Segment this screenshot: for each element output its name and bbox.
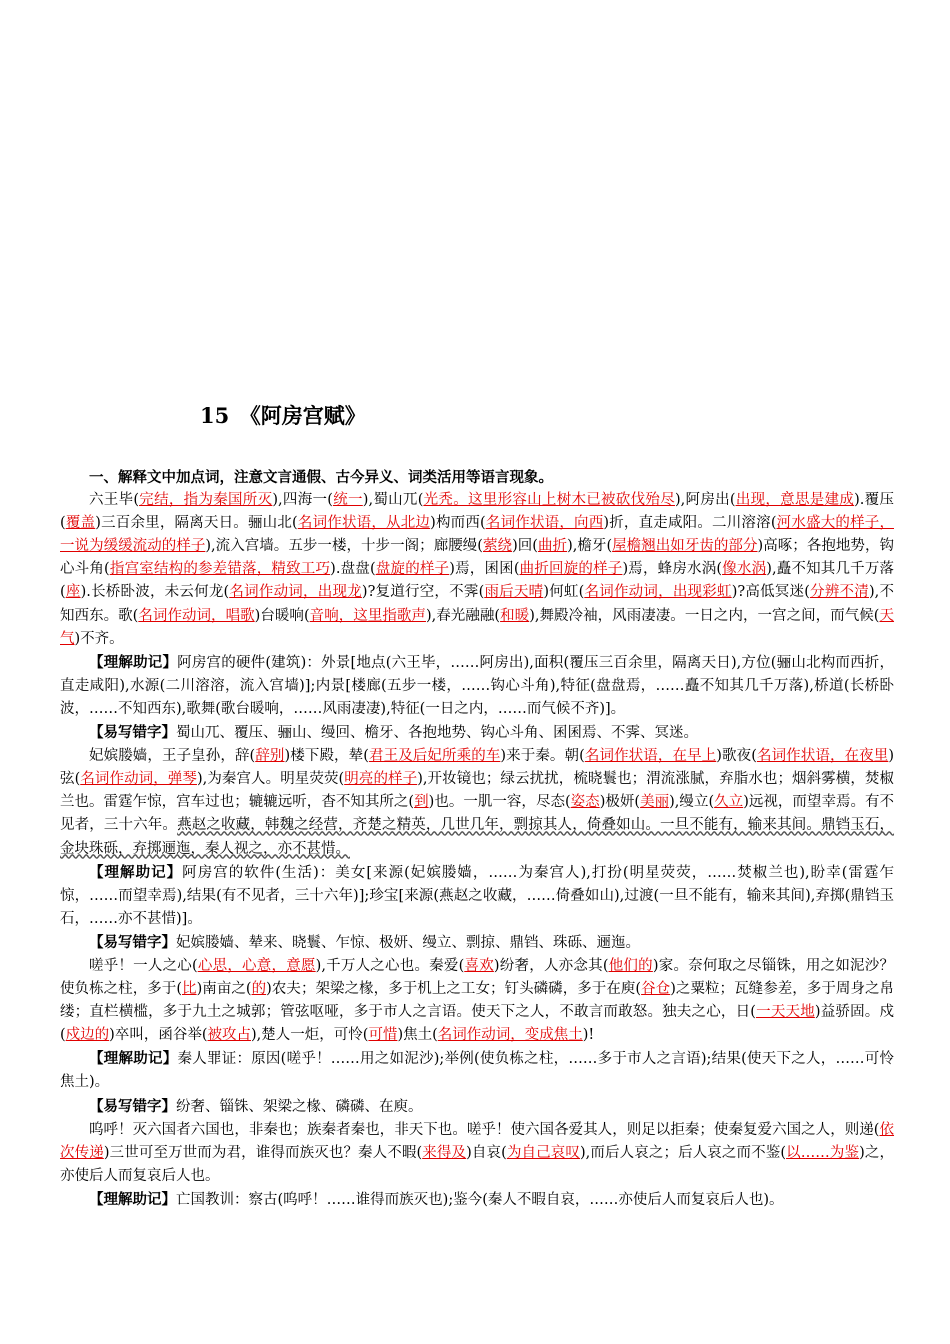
body-text: )不齐。 (74, 630, 124, 647)
annotation-text: 名词作状语，在夜里 (756, 748, 889, 765)
paragraph (60, 931, 894, 955)
body-text: ),矗不知其几千万落( (60, 561, 895, 601)
annotation-text: 被攻占 (207, 1027, 251, 1044)
body-text: )?高低冥迷( (731, 584, 810, 601)
annotation-text: 他们的 (608, 957, 653, 974)
annotation-text: 喜欢 (464, 957, 494, 974)
annotation-text: 谷仓 (641, 981, 671, 998)
annotation-text: 辞别 (255, 748, 285, 765)
annotation-text: 名词作动词，唱歌 (138, 607, 255, 624)
body-text: ),不知西东。歌( (60, 584, 894, 624)
body-text: 秦人罪证：原因(嗟乎！……用之如泥沙);举例(使负栋之柱，……多于市人之言语);结果(使天下之人，……可怜焦土)。 (60, 1051, 894, 1091)
body-text: )南亩之( (196, 981, 252, 998)
annotation-text: 为自己哀叹 (506, 1144, 581, 1161)
body-text: 纷奢、锱铢、架梁之椽、磷磷、在庾。 (176, 1098, 423, 1115)
paragraph (60, 745, 894, 860)
body-text: )焉，囷囷( (449, 561, 520, 578)
body-text: )三世可至万世而为君，谁得而族灭也？秦人不暇( (103, 1144, 423, 1161)
annotation-text: 戍边的 (65, 1027, 110, 1044)
annotation-text: 盘旋的样子 (375, 561, 450, 578)
body-text: ),四海一( (272, 492, 333, 509)
paragraph (60, 1095, 894, 1119)
body-text: 嗟乎！一人之心( (89, 957, 198, 974)
body-text: ),流入宫墙。五步一楼，十步一阁；廊腰缦( (205, 538, 483, 555)
section-label: 【易写错字】 (89, 724, 176, 742)
body-text: ),缦立( (669, 794, 715, 811)
highlighted-text: 燕赵之收藏，韩魏之经营，齐楚之精英，几世几年，剽掠其人，倚叠如山。一旦不能有，输来其间。鼎铛玉石，金块珠砾，弃掷逦迤，秦人视之，亦不甚惜。 (60, 817, 895, 857)
body-text: ).覆压( (60, 492, 894, 532)
body-text: ),舞殿冷袖，风雨凄凄。一日之内，一宫之间，而气候( (529, 607, 880, 624)
body-text: )也。一肌一容，尽态( (428, 794, 571, 811)
annotation-text: 萦绕 (482, 538, 513, 555)
section-label: 【易写错字】 (89, 933, 176, 951)
paragraph (60, 955, 894, 1047)
paragraph (60, 1047, 894, 1094)
body-text: )三百余里，隔离天日。骊山北( (95, 515, 298, 532)
body-text: )之，亦使后人而复哀后人也。 (60, 1144, 895, 1184)
body-text: )自哀( (466, 1144, 507, 1161)
body-text: )回( (512, 538, 538, 555)
body-text: ),蜀山兀( (362, 492, 424, 509)
annotation-text: 雨后天晴 (484, 584, 544, 601)
paragraph (60, 1188, 894, 1212)
annotation-text: 名词作状语，向西 (485, 515, 604, 532)
annotation-text: 光秃。这里形容山上树木已被砍伐殆尽 (423, 492, 675, 509)
body-text: 蜀山兀、覆压、骊山、缦回、檐牙、各抱地势、钩心斗角、囷囷焉、不霁、冥迷。 (176, 725, 698, 742)
annotation-text: 河水盛大的样子，一说为缓缓流动的样子 (60, 515, 894, 555)
annotation-text: 姿态 (570, 794, 600, 811)
body-text: ).盘盘( (330, 561, 376, 578)
annotation-text: 名词作动词，出现龙 (229, 584, 362, 601)
body-text: )来于秦。朝( (500, 748, 585, 765)
body-text: ).长桥卧波，未云何龙( (80, 584, 230, 601)
annotation-text: 可惜 (368, 1027, 398, 1044)
body-text: ),阿房出( (674, 492, 736, 509)
body-text: 妃嫔媵嫱，王子皇孙，辞( (89, 748, 256, 765)
body-text: 阿房宫的软件(生活)：美女[来源(妃嫔媵嫱，……为秦宫人),打扮(明星荧荧，……焚椒兰也),盼幸(雷霆乍惊，……而望幸焉),结果(有不见者，三十六年)];珍宝[来源(燕赵之收藏，……倚叠如山),过渡(一旦不能有，输来其间),弃掷(鼎铛玉石，……亦不甚惜)]。 (60, 864, 894, 927)
paragraph (60, 721, 894, 745)
body-text: )焉，蜂房水涡( (622, 561, 723, 578)
body-text: 六王毕( (89, 492, 140, 509)
body-text: ),开妆镜也；绿云扰扰，梳晓鬟也；渭流涨腻，弃脂水也；烟斜雾横，焚椒兰也。雷霆乍惊，宫车过也；辘辘远听，杳不知其所之( (60, 771, 895, 811)
annotation-text: 座 (65, 584, 81, 601)
annotation-text: 曲折回旋的样子 (519, 561, 623, 578)
section-label: 【易写错字】 (89, 1097, 176, 1115)
annotation-text: 到 (414, 794, 429, 811)
annotation-text: 来得及 (422, 1144, 467, 1161)
body-text: ),为秦宫人。明星荧荧( (196, 771, 345, 788)
body-text: )家。奈何取之尽锱铢，用之如泥沙？使负栋之柱，多于( (60, 957, 894, 998)
annotation-text: 名词作动词，变成焦土 (437, 1027, 583, 1044)
body-text: )卒叫，函谷举( (109, 1027, 208, 1044)
annotation-text: 天气 (60, 607, 895, 647)
annotation-text: 以……为鉴 (786, 1144, 860, 1161)
paragraph (60, 489, 894, 651)
section-label: 【理解助记】 (89, 1190, 176, 1208)
body-text: ),而后人哀之；后人哀之而不鉴( (580, 1144, 787, 1161)
paragraph (60, 861, 894, 931)
annotation-text: 名词作动词，弹琴 (80, 771, 197, 788)
body-text: )?复道行空，不霁( (361, 584, 485, 601)
body-text: )焦土( (397, 1027, 438, 1044)
annotation-text: 统一 (332, 492, 363, 509)
annotation-text: 完结，指为秦国所灭 (139, 492, 273, 509)
annotation-text: 曲折 (537, 538, 568, 555)
body-text: )之粟粒；瓦缝参差，多于周身之帛缕；直栏横槛，多于九土之城郭；管弦呕哑，多于市人之言语。使天下之人，不敢言而敢怒。独夫之心，日( (60, 981, 895, 1021)
document-body (60, 466, 894, 1212)
body-text: )农夫；架梁之椽，多于机上之工女；钉头磷磷，多于在庾( (266, 981, 642, 998)
body-text: )弦( (60, 748, 895, 788)
annotation-text: 一天天地 (755, 1004, 815, 1021)
annotation-text: 依次传递 (60, 1121, 895, 1161)
annotation-text: 像水涡 (722, 561, 767, 578)
annotation-text: 心思，心意，意愿 (197, 957, 316, 974)
annotation-text: 分辨不清 (809, 584, 869, 601)
annotation-text: 和暖 (500, 607, 530, 624)
annotation-text: 比 (182, 981, 197, 998)
body-text: ),春光融融( (425, 607, 501, 624)
annotation-text: 出现，意思是建成 (735, 492, 855, 509)
annotation-text: 覆盖 (65, 515, 96, 532)
paragraph (60, 651, 894, 721)
annotation-text: 名词作状语，从北边 (297, 515, 431, 532)
section-label: 【理解助记】 (89, 1050, 178, 1068)
body-text: )歌夜( (716, 748, 757, 765)
body-text: )! (582, 1027, 595, 1044)
body-text: 阿房宫的硬件(建筑)：外景[地点(六王毕，……阿房出),面积(覆压三百余里，隔离天日),方位(骊山北构而西折，直走咸阳),水源(二川溶溶，流入宫墙)];内景[楼廊(五步一楼，……钩心斗角),特征(盘盘焉，……矗不知其几千万落),桥道(长桥卧波，……不知西东),歌舞(歌台暖响，……风雨凄凄),特征(一日之内，……而气候不齐)]。 (60, 654, 894, 717)
section-heading: 一、解释文中加点词，注意文言通假、古今异义、词类活用等语言现象。 (89, 469, 553, 486)
section-label: 【理解助记】 (89, 653, 178, 671)
section-label: 【理解助记】 (89, 863, 183, 881)
body-text: 亡国教训：察古(呜呼！……谁得而族灭也);鉴今(秦人不暇自哀，……亦使后人而复哀后人也)。 (176, 1191, 784, 1208)
body-text: )高啄；各抱地势，钩心斗角( (60, 538, 894, 578)
body-text: )折，直走咸阳。二川溶溶( (603, 515, 777, 532)
annotation-text: 久立 (714, 794, 744, 811)
annotation-text: 君王及后妃所乘的车 (368, 748, 501, 765)
page-title: 15 《阿房宫赋》 (200, 403, 366, 428)
annotation-text: 名词作动词，出现彩虹 (584, 584, 732, 601)
body-text: )纷奢，人亦念其( (493, 957, 609, 974)
body-text: )极妍( (599, 794, 641, 811)
annotation-text: 屋檐翘出如牙齿的部分 (612, 538, 758, 555)
body-text: )何虹( (543, 584, 585, 601)
annotation-text: 美丽 (640, 794, 670, 811)
annotation-text: 明亮的样子 (344, 771, 418, 788)
body-text: ),千万人之心也。秦爱( (315, 957, 465, 974)
annotation-text: 指宫室结构的参差错落，精致工巧 (109, 561, 331, 578)
body-text: )台暖响( (254, 607, 310, 624)
body-text: ),檐牙( (567, 538, 613, 555)
body-text: )构而西( (430, 515, 486, 532)
body-text: )远视，而望幸焉。有不见者，三十六年。 (60, 794, 895, 834)
body-text: 妃嫔媵嫱、辇来、晓鬟、乍惊、极妍、缦立、剽掠、鼎铛、珠砾、逦迤。 (176, 934, 640, 951)
body-text: )益骄固。戍( (60, 1004, 894, 1044)
annotation-text: 的 (251, 981, 267, 998)
body-text: ),楚人一炬，可怜( (251, 1027, 369, 1044)
annotation-text: 名词作状语，在早上 (584, 748, 717, 765)
annotation-text: 音响，这里指歌声 (309, 607, 426, 624)
body-text: 呜呼！灭六国者六国也，非秦也；族秦者秦也，非天下也。嗟乎！使六国各爱其人，则足以拒秦；使秦复爱六国之人，则递( (89, 1121, 880, 1138)
body-text: )楼下殿，辇( (284, 748, 369, 765)
paragraph (60, 1119, 894, 1188)
